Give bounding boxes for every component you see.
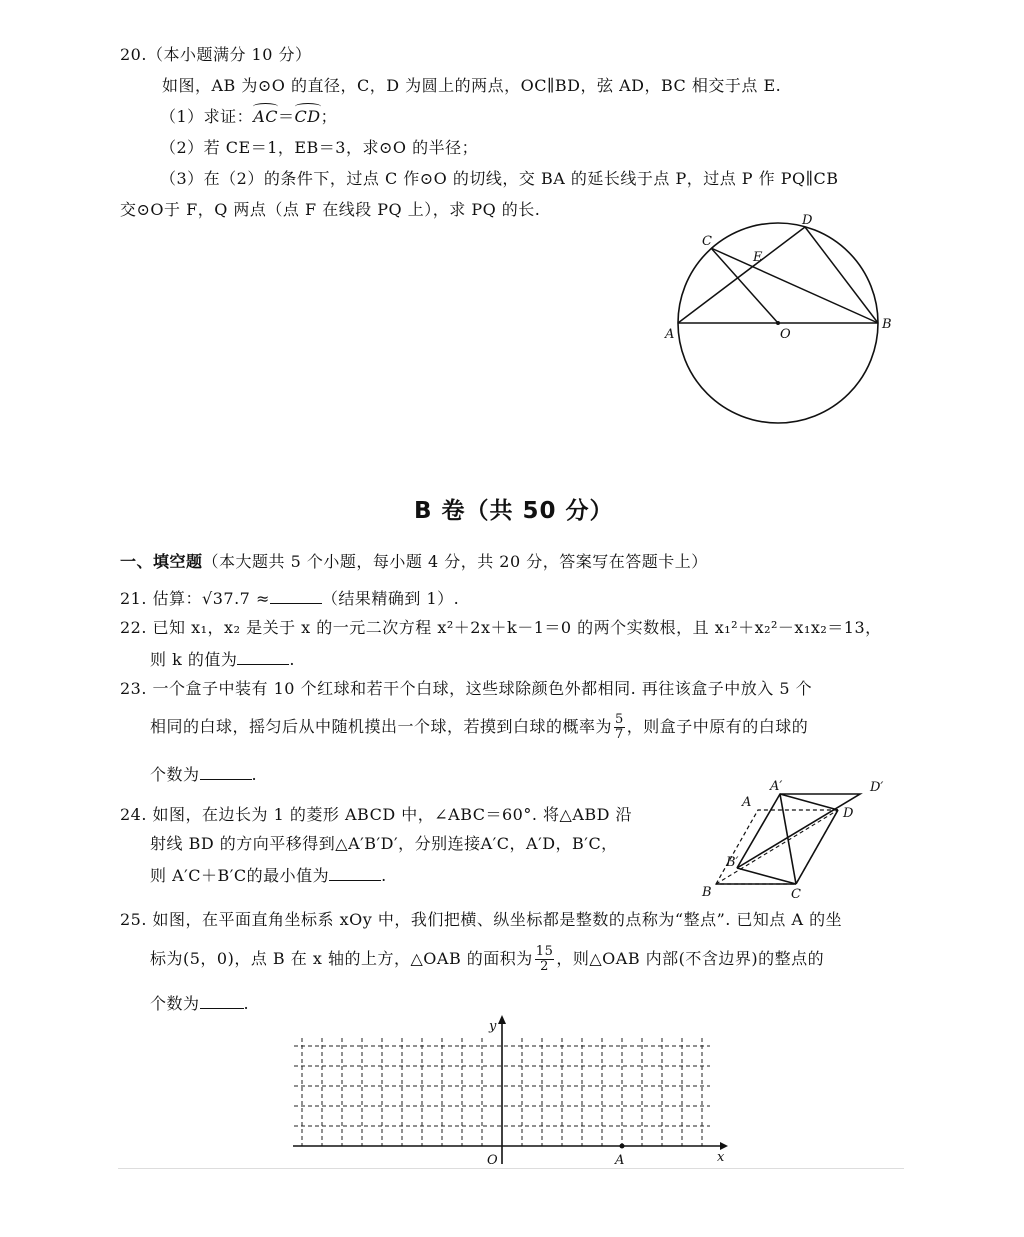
label-a: A [742, 795, 752, 810]
q23-line3-text: 个数为 [150, 765, 200, 784]
q25-grid-figure [288, 1012, 728, 1172]
q20-heading: 20.（本小题满分 10 分） [120, 45, 312, 64]
answer-blank-23[interactable] [200, 763, 252, 780]
chord-ad [678, 227, 805, 323]
q24-rhombus-figure [696, 772, 901, 900]
chord-bd [805, 227, 878, 323]
label-b: B [882, 317, 892, 332]
x-axis-arrow [720, 1142, 728, 1150]
section-1-desc: （本大题共 5 个小题，每小题 4 分，共 20 分，答案写在答题卡上） [202, 552, 708, 571]
fraction-denominator: 2 [540, 959, 549, 974]
q22-line2-text: 则 k 的值为 [150, 650, 238, 669]
q20-part3-line2: 交⊙O于 F，Q 两点（点 F 在线段 PQ 上），求 PQ 的长. [120, 200, 541, 219]
diagonal-bd [716, 810, 838, 884]
center-point [776, 321, 780, 325]
part-b-title: B 卷（共 50 分） [414, 498, 614, 524]
q20-part1 [160, 106, 337, 128]
section-1-heading [120, 551, 708, 573]
q25-line3 [150, 992, 249, 1015]
q22-line2 [150, 648, 295, 671]
answer-blank-24[interactable] [329, 864, 381, 881]
answer-blank-25[interactable] [200, 992, 244, 1009]
q24-line3 [150, 864, 387, 887]
label-b: B [702, 885, 712, 900]
q22-line2-end: . [289, 650, 295, 669]
triangle-apbpdp [737, 794, 860, 868]
answer-blank-22[interactable] [237, 648, 289, 665]
q25-line1: 25. 如图，在平面直角坐标系 xOy 中，我们把横、纵坐标都是整数的点称为“整点”. 已知点 A 的坐 [120, 910, 843, 929]
label-c: C [702, 234, 712, 249]
q21-note: （结果精确到 1）. [321, 589, 460, 608]
q21 [120, 587, 459, 610]
label-d: D [802, 213, 813, 228]
label-b-prime: B′ [726, 855, 739, 870]
segment-apd [780, 794, 838, 810]
fraction-15-2 [535, 945, 555, 974]
q23-line2 [150, 713, 808, 742]
q24-line1: 24. 如图，在边长为 1 的菱形 ABCD 中，∠ABC＝60°. 将△ABD 沿 [120, 805, 633, 824]
q20-circle-figure [660, 205, 900, 430]
label-d: D [843, 806, 854, 821]
segment-oc [711, 248, 778, 323]
segment-bpc [737, 868, 796, 884]
q24-line2: 射线 BD 的方向平移得到△A′B′D′，分别连接A′C，A′D，B′C， [150, 834, 618, 853]
q20-part1-prefix: （1）求证： [160, 107, 254, 126]
q25-line2-text: 标为(5，0)，点 B 在 x 轴的上方，△OAB 的面积为 [150, 949, 533, 968]
fraction-5-7 [614, 713, 625, 742]
x-axis-label: x [717, 1150, 725, 1165]
q23-line1: 23. 一个盒子中装有 10 个红球和若干个白球，这些球除颜色外都相同. 再往该盒子中放入 5 个 [120, 679, 813, 698]
q21-text: 21. 估算：√37.7 ≈ [120, 589, 270, 608]
page-divider [118, 1168, 904, 1169]
q20-part3-line1: （3）在（2）的条件下，过点 C 作⊙O 的切线，交 BA 的延长线于点 P，过点 P 作 PQ∥CB [160, 169, 839, 188]
q23-line3-end: . [251, 765, 258, 784]
arc-ac: AC [253, 107, 278, 126]
chord-bc [711, 248, 878, 323]
q23-line2-text: 相同的白球，摇匀后从中随机摸出一个球，若摸到白球的概率为 [150, 717, 613, 736]
label-e: E [753, 250, 763, 265]
q24-line3-end: . [381, 866, 387, 885]
origin-label: O [487, 1153, 498, 1168]
q25-line3-end: . [243, 994, 250, 1013]
q25-line2 [150, 945, 824, 974]
q20-part1-suffix: ； [320, 107, 338, 126]
section-1-title: 一、填空题 [120, 552, 203, 571]
segment-apc [780, 794, 796, 884]
point-a-label: A [615, 1153, 625, 1168]
answer-blank-21[interactable] [270, 587, 322, 604]
y-axis-label: y [489, 1019, 497, 1034]
point-a [620, 1144, 625, 1149]
label-a-prime: A′ [770, 779, 783, 794]
arc-cd: CD [294, 107, 321, 126]
fraction-numerator: 5 [615, 712, 624, 727]
q20-part2: （2）若 CE＝1，EB＝3，求⊙O 的半径； [160, 138, 479, 157]
q23-line3 [150, 763, 257, 786]
q23-line2-end: ，则盒子中原有的白球的 [626, 717, 809, 736]
label-a: A [665, 327, 675, 342]
label-c: C [791, 887, 801, 900]
q25-line2-end: ，则△OAB 内部(不含边界)的整点的 [556, 949, 825, 968]
label-o: O [780, 327, 791, 342]
fraction-numerator: 15 [535, 944, 554, 959]
q24-line3-text: 则 A′C＋B′C的最小值为 [150, 866, 330, 885]
q25-line3-text: 个数为 [150, 994, 200, 1013]
fraction-denominator: 7 [615, 727, 624, 742]
q20-stem: 如图，AB 为⊙O 的直径，C，D 为圆上的两点，OC∥BD，弦 AD，BC 相交于点 E. [162, 76, 782, 95]
segment-cd [796, 810, 838, 884]
y-axis-arrow [498, 1015, 506, 1024]
label-d-prime: D′ [870, 780, 884, 795]
q22-line1: 22. 已知 x₁，x₂ 是关于 x 的一元二次方程 x²＋2x＋k－1＝0 的两个实数根，且 x₁²＋x₂²－x₁x₂＝13， [120, 618, 882, 637]
q20-part1-eq: ＝ [277, 107, 295, 126]
